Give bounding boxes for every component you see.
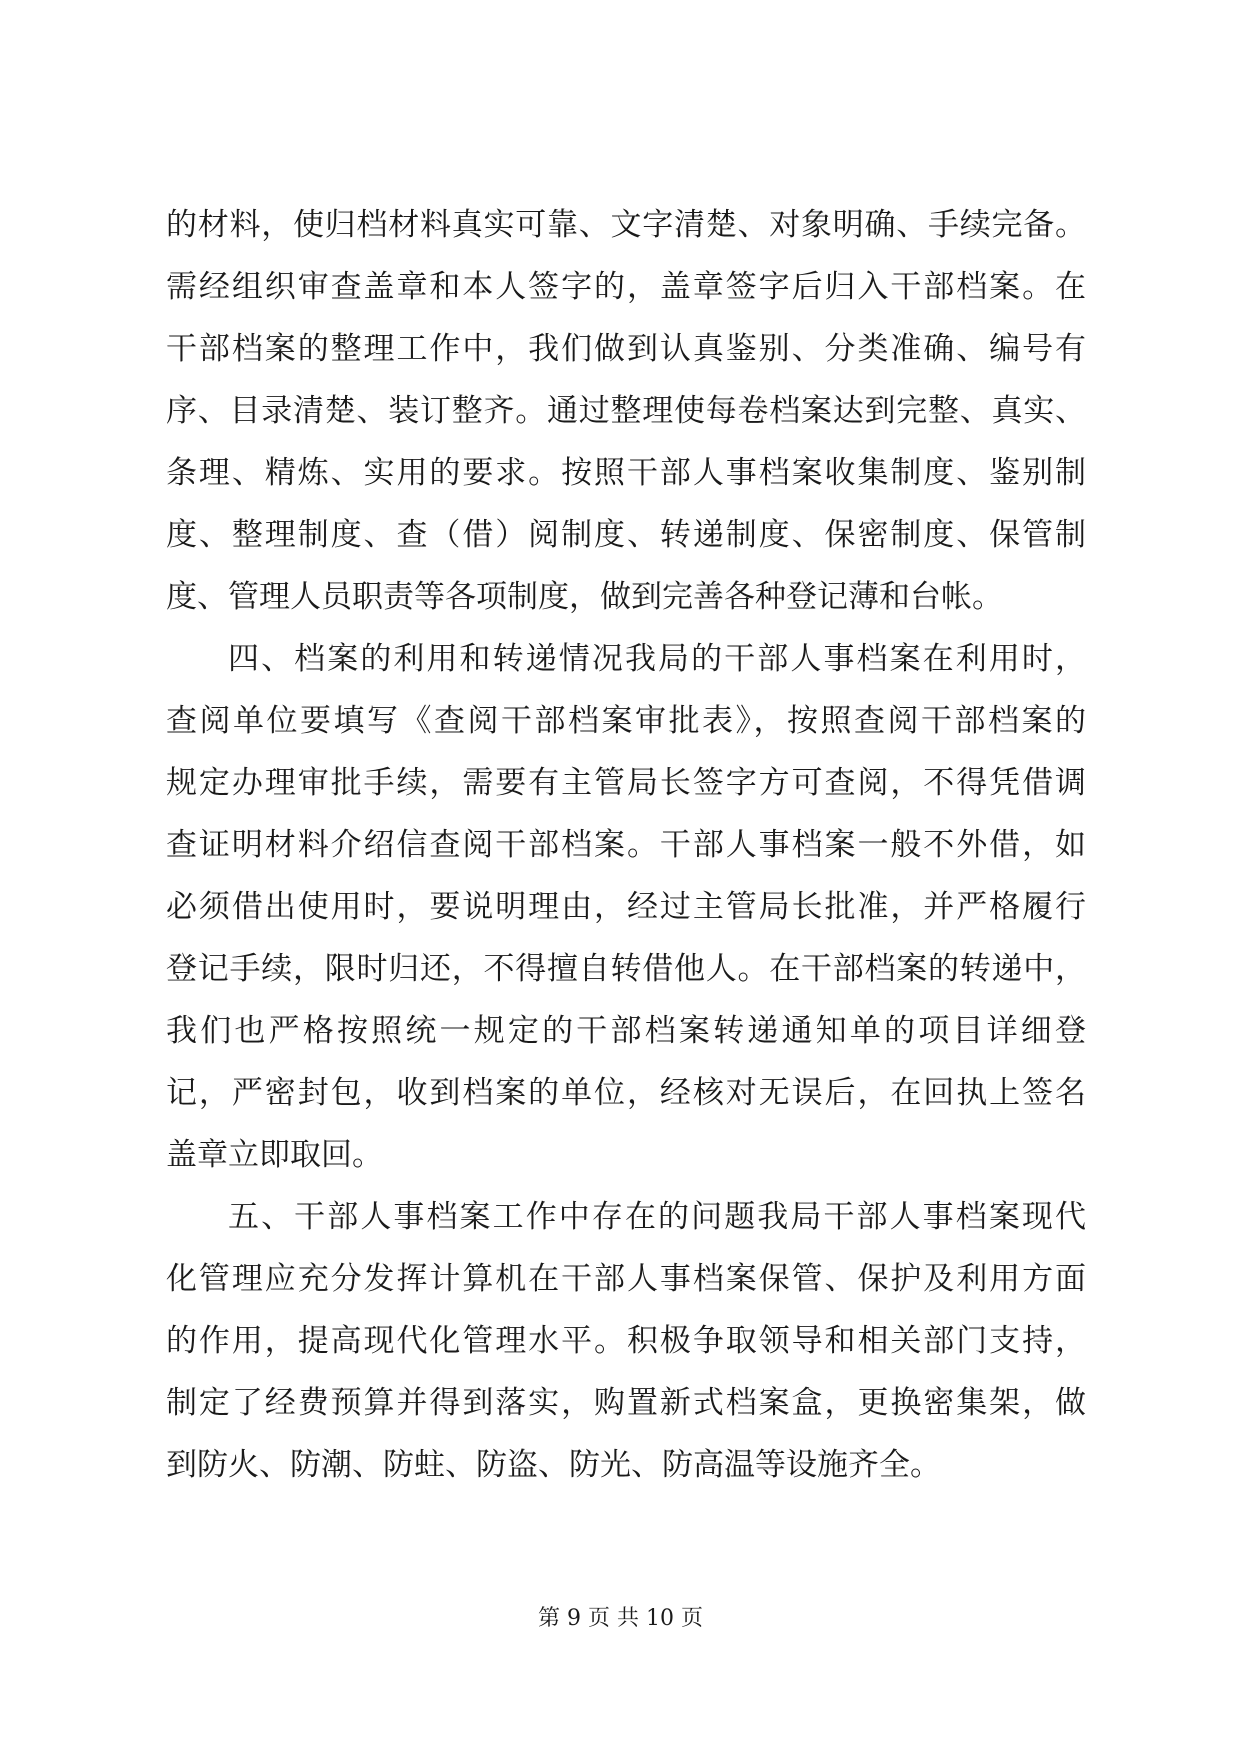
text-line: 规定办理审批手续，需要有主管局长签字方可查阅，不得凭借调 xyxy=(166,765,1086,801)
text-line: 序、目录清楚、装订整齐。通过整理使每卷档案达到完整、真实、 xyxy=(166,393,1086,429)
text-line: 制定了经费预算并得到落实，购置新式档案盒，更换密集架，做 xyxy=(166,1385,1086,1421)
document-body xyxy=(166,194,1086,1496)
text-line: 度、管理人员职责等各项制度，做到完善各种登记薄和台帐。 xyxy=(166,579,1003,615)
text-line: 干部档案的整理工作中，我们做到认真鉴别、分类准确、编号有 xyxy=(166,331,1086,367)
text-line: 我们也严格按照统一规定的干部档案转递通知单的项目详细登 xyxy=(166,1013,1086,1049)
text-line: 五、干部人事档案工作中存在的问题我局干部人事档案现代 xyxy=(228,1199,1086,1235)
text-line: 的作用，提高现代化管理水平。积极争取领导和相关部门支持， xyxy=(166,1323,1086,1359)
text-line: 查证明材料介绍信查阅干部档案。干部人事档案一般不外借，如 xyxy=(166,827,1086,863)
text-line: 记，严密封包，收到档案的单位，经核对无误后，在回执上签名 xyxy=(166,1075,1086,1111)
text-line: 条理、精炼、实用的要求。按照干部人事档案收集制度、鉴别制 xyxy=(166,455,1086,491)
text-line: 化管理应充分发挥计算机在干部人事档案保管、保护及利用方面 xyxy=(166,1261,1086,1297)
text-line: 查阅单位要填写《查阅干部档案审批表》，按照查阅干部档案的 xyxy=(166,703,1086,739)
page-footer: 第 9 页 共 10 页 xyxy=(538,1606,703,1631)
text-line: 四、档案的利用和转递情况我局的干部人事档案在利用时， xyxy=(228,641,1086,677)
text-line: 登记手续，限时归还，不得擅自转借他人。在干部档案的转递中， xyxy=(166,951,1086,987)
text-line: 的材料，使归档材料真实可靠、文字清楚、对象明确、手续完备。 xyxy=(166,207,1086,243)
text-line: 必须借出使用时，要说明理由，经过主管局长批准，并严格履行 xyxy=(166,889,1086,925)
text-line: 到防火、防潮、防蛀、防盗、防光、防高温等设施齐全。 xyxy=(166,1447,941,1483)
text-line: 度、整理制度、查（借）阅制度、转递制度、保密制度、保管制 xyxy=(166,517,1086,553)
text-line: 盖章立即取回。 xyxy=(166,1137,383,1173)
text-line: 需经组织审查盖章和本人签字的，盖章签字后归入干部档案。在 xyxy=(166,269,1086,305)
